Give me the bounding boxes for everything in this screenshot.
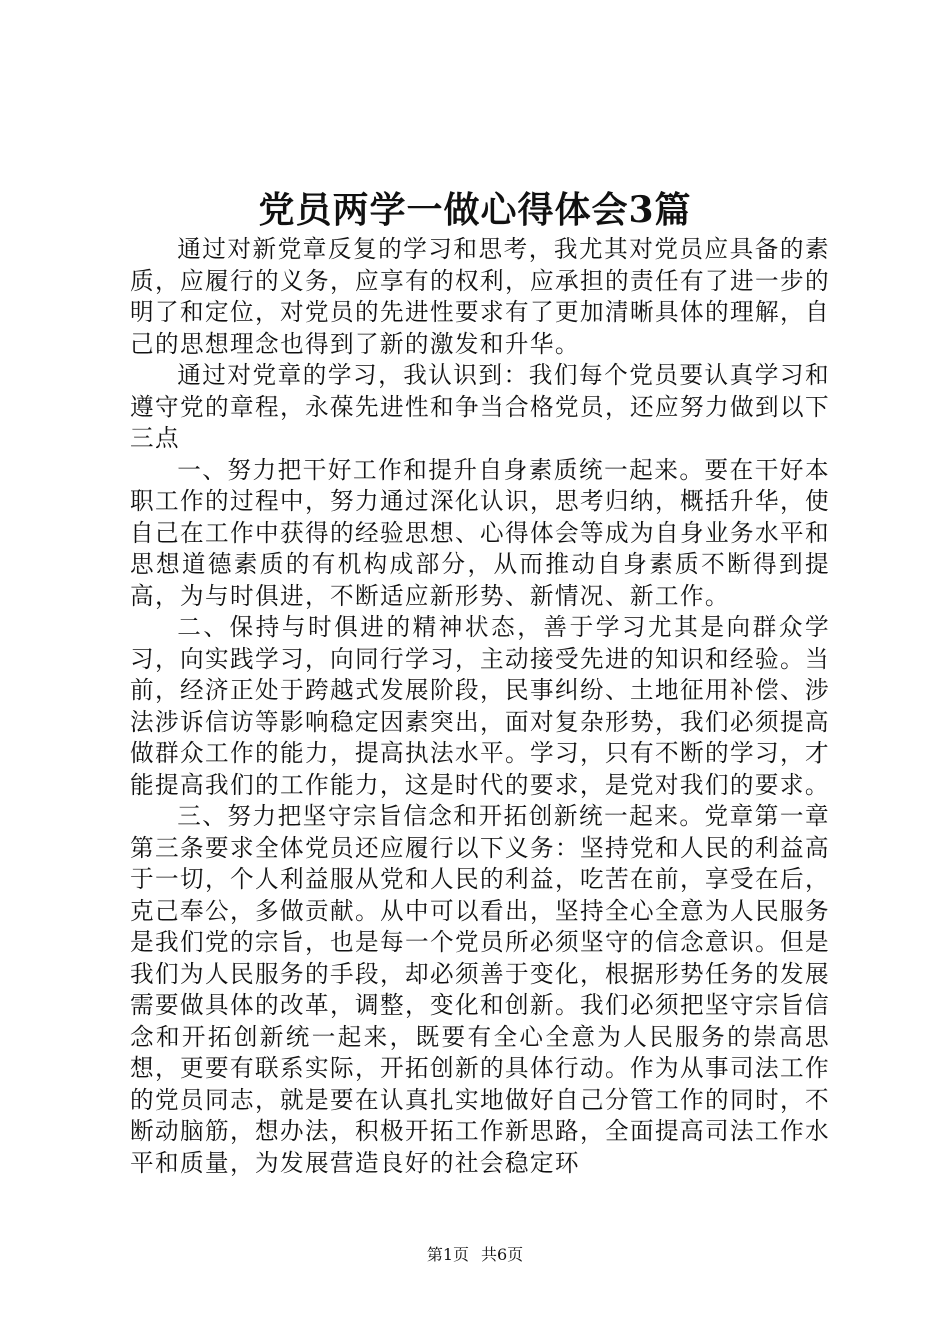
page-footer (0, 1244, 950, 1266)
page-number: 第1页 (426, 1245, 469, 1264)
paragraph-point-two: 二、保持与时俱进的精神状态，善于学习尤其是向群众学习，向实践学习，向同行学习，主动接受先进的知识和经验。当前，经济正处于跨越式发展阶段，民事纠纷、土地征用补偿、涉法涉诉信访等影响稳定因素突出，面对复杂形势，我们必须提高做群众工作的能力，提高执法水平。学习，只有不断的学习，才能提高我们的工作能力，这是时代的要求，是党对我们的要求。 (130, 613, 830, 799)
document-body (130, 234, 830, 1179)
paragraph-point-one: 一、努力把干好工作和提升自身素质统一起来。要在干好本职工作的过程中，努力通过深化认识，思考归纳，概括升华，使自己在工作中获得的经验思想、心得体会等成为自身业务水平和思想道德素质的有机构成部分，从而推动自身素质不断得到提高，为与时俱进，不断适应新形势、新情况、新工作。 (130, 455, 830, 610)
page-total: 共6页 (481, 1245, 524, 1264)
paragraph-intro: 通过对新党章反复的学习和思考，我尤其对党员应具备的素质，应履行的义务，应享有的权利，应承担的责任有了进一步的明了和定位，对党员的先进性要求有了更加清晰具体的理解，自己的思想理念也得到了新的激发和升华。 (130, 235, 830, 358)
paragraph-three-points: 通过对党章的学习，我认识到：我们每个党员要认真学习和遵守党的章程，永葆先进性和争当合格党员，还应努力做到以下三点 (130, 361, 830, 452)
document-title: 党员两学一做心得体会3篇 (258, 189, 692, 231)
paragraph-point-three: 三、努力把坚守宗旨信念和开拓创新统一起来。党章第一章第三条要求全体党员还应履行以下义务：坚持党和人民的利益高于一切，个人利益服从党和人民的利益，吃苦在前，享受在后，克己奉公，多做贡献。从中可以看出，坚持全心全意为人民服务是我们党的宗旨，也是每一个党员所必须坚守的信念意识。但是我们为人民服务的手段，却必须善于变化，根据形势任务的发展需要做具体的改革，调整，变化和创新。我们必须把坚守宗旨信念和开拓创新统一起来，既要有全心全意为人民服务的崇高思想，更要有联系实际，开拓创新的具体行动。作为从事司法工作的党员同志，就是要在认真扎实地做好自己分管工作的同时，不断动脑筋，想办法，积极开拓工作新思路，全面提高司法工作水平和质量，为发展营造良好的社会稳定环 (130, 802, 830, 1177)
